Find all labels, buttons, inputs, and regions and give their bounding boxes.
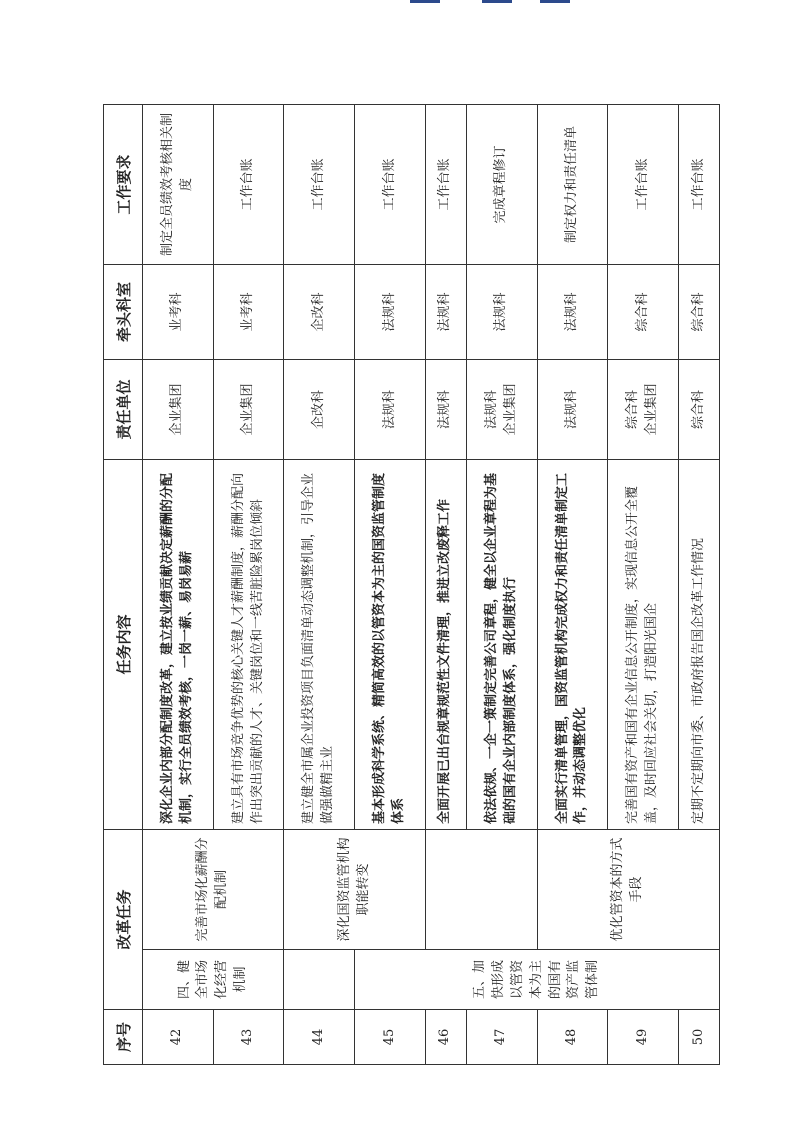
lead-office: 法规科 (466, 264, 537, 359)
task-content: 建立健全市属企业投资项目负面清单动态调整机制，引导企业做强做精主业 (284, 459, 355, 829)
work-requirement: 工作台账 (355, 104, 426, 264)
rotated-page-content (103, 105, 720, 1065)
responsible-unit (608, 359, 679, 459)
task-content: 依法依规、一企一策制定完善公司章程，健全以企业章程为基础的国有企业内部制度体系，强化制度执行 (466, 459, 537, 829)
reform-subgroup-means: 优化管资本的方式手段 (537, 829, 719, 949)
row-number: 43 (213, 1010, 284, 1065)
reform-group-5: 五、加快形成以管资本为主的国有资产监管体制 (355, 950, 720, 1010)
header-no: 序号 (104, 1010, 143, 1065)
top-edge-mark (410, 0, 440, 3)
reform-subgroup-blank (466, 829, 537, 949)
row-number: 50 (679, 1010, 720, 1065)
work-requirement: 工作台账 (679, 104, 720, 264)
task-content: 建立具有市场竞争优势的核心关键人才薪酬制度，薪酬分配向作出突出贡献的人才、关键岗位和一线苦脏险累岗位倾斜 (213, 459, 284, 829)
lead-office: 法规科 (355, 264, 426, 359)
task-content: 基本形成科学系统、精简高效的以管资本为主的国资监管制度体系 (355, 459, 426, 829)
lead-office: 企改科 (284, 264, 355, 359)
responsible-unit: 法规科 (537, 359, 608, 459)
responsible-unit: 企改科 (284, 359, 355, 459)
task-content: 全面开展已出台规章规范性文件清理，推进立改废释工作 (425, 459, 466, 829)
row-number: 44 (284, 1010, 355, 1065)
lead-office: 综合科 (679, 264, 720, 359)
responsible-unit: 企业集团 (213, 359, 284, 459)
responsible-unit: 法规科 (355, 359, 426, 459)
reform-task-table (103, 104, 720, 1065)
header-work-requirement: 工作要求 (104, 104, 143, 264)
task-content: 定期不定期向市委、市政府报告国企改革工作情况 (679, 459, 720, 829)
row-number: 47 (466, 1010, 537, 1065)
top-edge-mark (482, 0, 512, 3)
work-requirement: 制定权力和责任清单 (537, 104, 608, 264)
header-lead-office: 牵头科室 (104, 264, 143, 359)
work-requirement: 工作台账 (284, 104, 355, 264)
header-reform-task: 改革任务 (104, 829, 143, 1009)
responsible-unit: 企业集团 (143, 359, 214, 459)
row-number: 45 (355, 1010, 426, 1065)
responsible-unit: 综合科 (679, 359, 720, 459)
work-requirement: 完成章程修订 (466, 104, 537, 264)
table-header-row (104, 104, 143, 1064)
lead-office: 业考科 (143, 264, 214, 359)
task-content: 深化企业内部分配制度改革，建立按业绩贡献决定薪酬的分配机制，实行全员绩效考核，一岗一薪、易岗易薪 (143, 459, 214, 829)
row-number: 48 (537, 1010, 608, 1065)
table-row (537, 104, 608, 1064)
top-edge-mark (540, 0, 570, 3)
row-number: 46 (425, 1010, 466, 1065)
responsible-unit-line: 综合科 企业集团 (625, 383, 660, 436)
reform-group-4: 四、健全市场化经营机制 (143, 950, 284, 1010)
responsible-unit-line: 法规科 企业集团 (483, 383, 518, 436)
reform-subgroup-blank (425, 829, 466, 949)
work-requirement: 制定全员绩效考核相关制度 (143, 104, 214, 264)
lead-office: 综合科 (608, 264, 679, 359)
reform-subgroup-salary: 完善市场化薪酬分配机制 (143, 829, 284, 949)
row-number: 42 (143, 1010, 214, 1065)
table-row (284, 104, 355, 1064)
task-content: 完善国有资产和国有企业信息公开制度，实现信息公开全覆盖，及时回应社会关切，打造阳光国企 (608, 459, 679, 829)
responsible-unit: 法规科 (425, 359, 466, 459)
task-content: 全面实行清单管理，国资监管机构完成权力和责任清单制定工作，并动态调整优化 (537, 459, 608, 829)
work-requirement: 工作台账 (425, 104, 466, 264)
lead-office: 业考科 (213, 264, 284, 359)
reform-subgroup-function: 深化国资监管机构职能转变 (284, 829, 425, 949)
table-row (466, 104, 537, 1064)
reform-group-blank (284, 950, 355, 1010)
work-requirement: 工作台账 (608, 104, 679, 264)
row-number: 49 (608, 1010, 679, 1065)
table-row (143, 104, 214, 1064)
header-responsible-unit: 责任单位 (104, 359, 143, 459)
work-requirement: 工作台账 (213, 104, 284, 264)
header-task-content: 任务内容 (104, 459, 143, 829)
lead-office: 法规科 (537, 264, 608, 359)
lead-office: 法规科 (425, 264, 466, 359)
responsible-unit (466, 359, 537, 459)
table-row (425, 104, 466, 1064)
